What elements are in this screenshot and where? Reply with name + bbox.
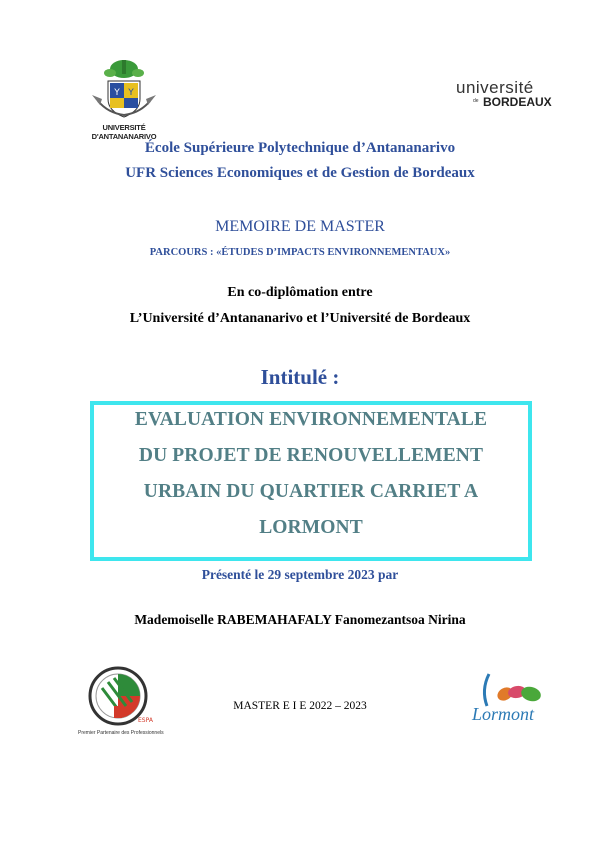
parcours-line: PARCOURS : «ÉTUDES D’IMPACTS ENVIRONNEMENTAUX»: [149, 247, 451, 258]
author-name: Mademoiselle RABEMAHAFALY Fanomezantsoa Nirina: [134, 612, 466, 627]
espa-caption: Premier Partenaire des Professionnels: [78, 730, 164, 736]
memoire-heading: MEMOIRE DE MASTER: [215, 218, 385, 235]
bordeaux-logo-line1: université: [456, 78, 534, 97]
lormont-logo-text: Lormont: [472, 704, 535, 724]
bordeaux-logo-line2: BORDEAUX: [483, 95, 552, 109]
school-line-ufr: UFR Sciences Economiques et de Gestion de Bordeaux: [125, 165, 475, 181]
bordeaux-logo-de: de: [473, 98, 479, 104]
university-antananarivo-logo: [78, 55, 170, 141]
thesis-title-line: LORMONT: [259, 517, 363, 538]
thesis-title-line: DU PROJET DE RENOUVELLEMENT: [138, 445, 484, 466]
thesis-title-line: EVALUATION ENVIRONNEMENTALE: [134, 409, 488, 430]
svg-text:Y: Y: [128, 88, 134, 98]
lormont-logo: [467, 670, 547, 730]
intitule-heading: Intitulé :: [260, 365, 340, 389]
university-seal-icon: [78, 55, 170, 123]
presentation-date: [0, 567, 600, 583]
codiplomation-line1: En co-diplômation entre: [227, 285, 373, 300]
codiplomation-line2: L’Université d’Antananarivo et l’Université de Bordeaux: [129, 311, 471, 326]
svg-text:Y: Y: [114, 88, 120, 98]
svg-text:ESPA: ESPA: [138, 717, 153, 724]
master-year: MASTER E I E 2022 – 2023: [233, 700, 367, 712]
thesis-title-box: [90, 401, 532, 561]
espa-emblem-icon: [78, 662, 168, 728]
school-line-espa: École Supérieure Polytechnique d’Antananarivo: [144, 140, 456, 156]
university-bordeaux-logo: [453, 78, 563, 114]
thesis-title-line: URBAIN DU QUARTIER CARRIET A: [143, 481, 479, 502]
univ-antananarivo-caption: UNIVERSITÉ D'ANTANANARIVO: [91, 123, 157, 141]
presentation-text: Présenté le 29 septembre 2023 par: [201, 567, 399, 582]
